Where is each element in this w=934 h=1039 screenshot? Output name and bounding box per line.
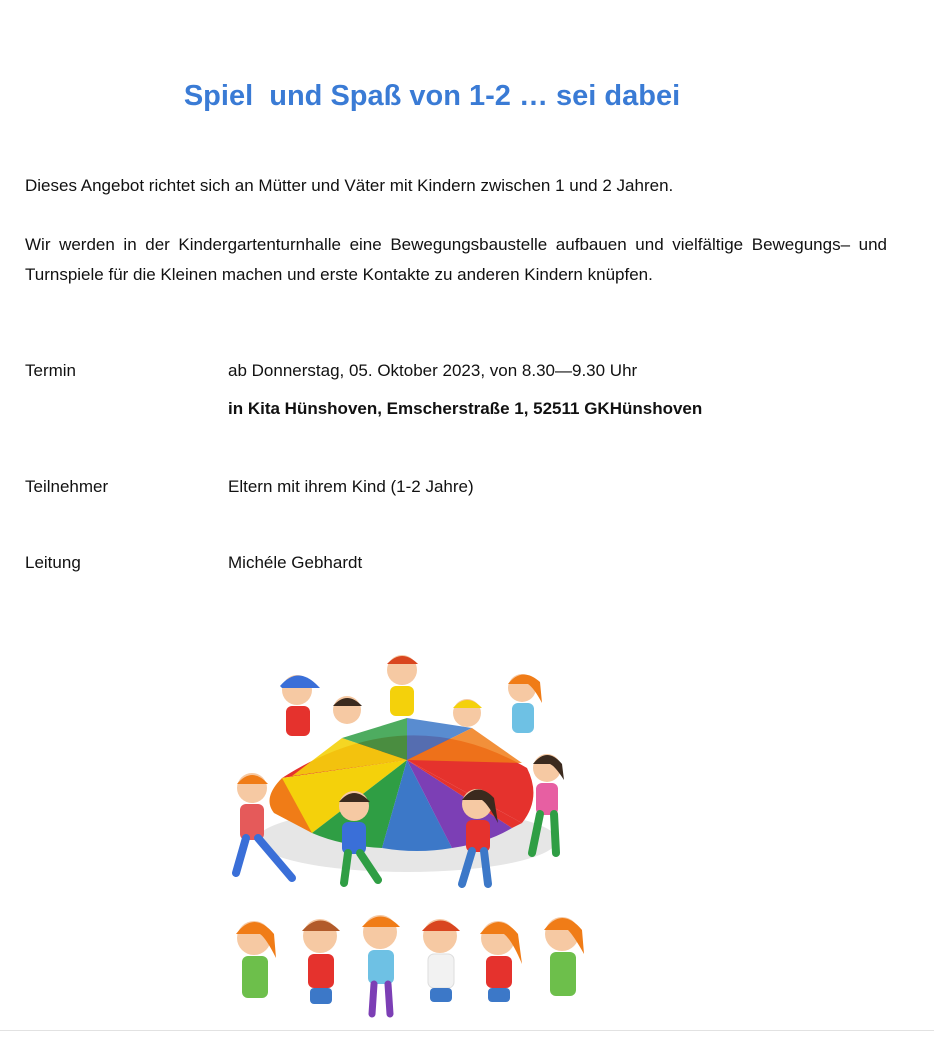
page-title: Spiel und Spaß von 1-2 … sei dabei xyxy=(183,80,681,112)
termin-date: ab Donnerstag, 05. Oktober 2023, von 8.30—9.30 Uhr xyxy=(228,361,638,380)
leitung-value: Michéle Gebhardt xyxy=(228,553,363,572)
termin-location: in Kita Hünshoven, Emscherstraße 1, 52511 GKHünshoven xyxy=(228,399,703,418)
children-parachute-illustration xyxy=(222,648,594,1018)
bottom-divider xyxy=(0,1030,934,1031)
teilnehmer-value: Eltern mit ihrem Kind (1-2 Jahre) xyxy=(228,477,474,496)
children-row-icon xyxy=(236,915,584,1014)
teilnehmer-label: Teilnehmer xyxy=(25,477,109,496)
leitung-label: Leitung xyxy=(25,553,81,572)
termin-label: Termin xyxy=(25,361,77,380)
description-text: Wir werden in der Kindergartenturnhalle eine Bewegungsbaustelle aufbauen und vielfältige Bewegungs– und Turnspiele für die Kleinen machen und erste Kontakte zu anderen Kindern knüpfen. xyxy=(25,235,887,284)
play-parachute-icon xyxy=(270,718,534,851)
intro-text: Dieses Angebot richtet sich an Mütter und Väter mit Kindern zwischen 1 und 2 Jahren. xyxy=(25,176,674,195)
